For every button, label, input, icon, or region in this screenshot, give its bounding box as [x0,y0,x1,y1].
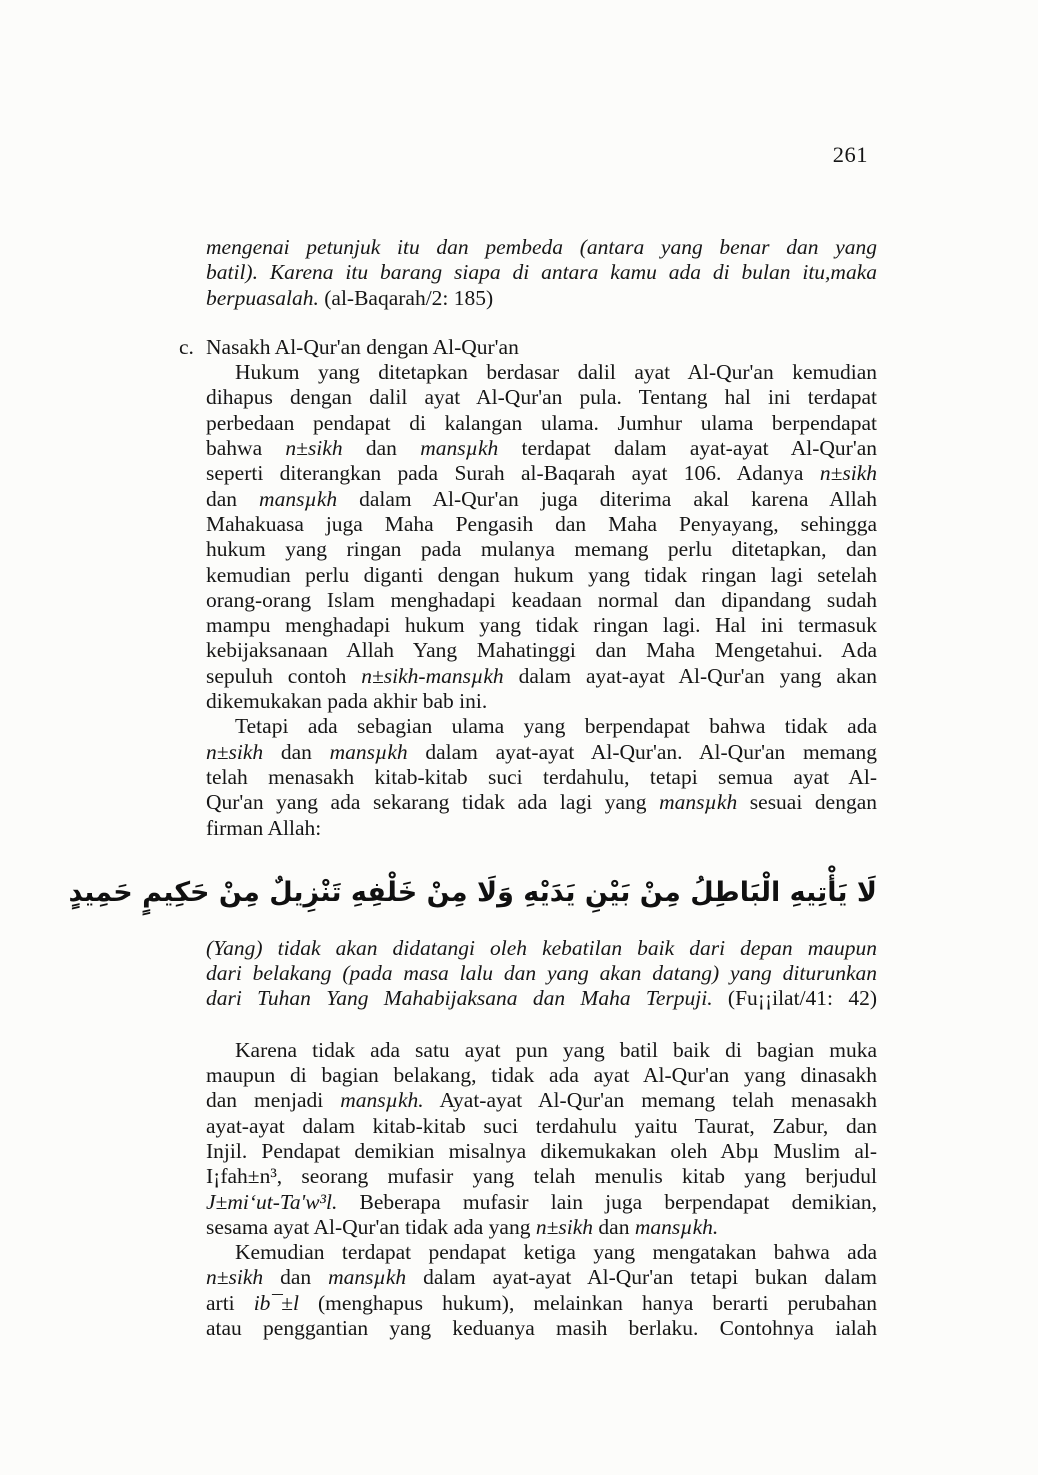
text-segment: Karena tidak ada satu ayat pun yang batil baik di bagian muka [235,1037,877,1062]
text-segment: Tetapi ada sebagian ulama yang berpendapat bahwa tidak ada [235,714,877,739]
text-line [206,461,877,486]
paragraph-3 [206,1038,877,1240]
text-segment: (menghapus hukum), melainkan hanya berarti perubahan [298,1290,877,1315]
text-line [206,385,877,410]
text-segment: dan [263,739,330,764]
transliterated-term: batil). Karena itu barang siapa di antara kamu ada di bulan itu,maka [206,260,877,285]
heading-label: c. [179,334,194,359]
text-segment: maupun di bagian belakang, tidak ada ayat Al-Qur'an yang dinasakh [206,1063,877,1088]
text-segment: (Fu¡¡ilat/41: 42) [712,986,877,1011]
section-heading [179,334,877,360]
text-line [206,563,877,588]
text-segment: sesuai dengan [737,790,877,815]
transliterated-term: berpuasalah. [206,285,319,310]
verse-translation [206,936,877,1012]
text-line [206,1291,877,1316]
text-line [206,1240,877,1265]
text-line [206,986,877,1011]
transliterated-term: n±sikh [206,739,264,764]
text-segment: Ayat-ayat Al-Qur'an memang telah menasakh [423,1088,877,1113]
page-content [68,235,878,1341]
text-segment: dan [263,1265,329,1290]
paragraph-4 [206,1240,877,1341]
transliterated-term: n±sikh [819,461,877,486]
transliterated-term: mansµkh [329,739,408,764]
text-line [206,1164,877,1189]
text-segment: dan [593,1214,635,1239]
text-line [206,235,877,260]
text-segment: dan [342,436,421,461]
text-line [206,411,877,436]
text-line [206,1063,877,1088]
text-segment: Injil. Pendapat demikian misalnya dikemukakan oleh Abµ Muslim al- [206,1138,877,1163]
text-segment: sepuluh contoh [206,663,362,688]
text-segment: firman Allah: [206,815,322,840]
text-segment: Mahakuasa juga Maha Pengasih dan Maha Penyayang, sehingga [206,511,877,536]
transliterated-term: mansµkh. [634,1214,719,1239]
text-line [206,790,877,815]
transliterated-term: (Yang) tidak akan didatangi oleh kebatilan baik dari depan maupun [206,935,877,960]
text-segment: seperti diterangkan pada Surah al-Baqarah ayat 106. Adanya [206,461,820,486]
text-line [206,816,877,841]
text-segment: kebijaksanaan Allah Yang Mahatinggi dan Maha Mengetahui. Ada [206,638,877,663]
transliterated-term: dari belakang (pada masa lalu dan yang akan datang) yang diturunkan [206,961,877,986]
text-line [206,664,877,689]
text-segment: perbedaan pendapat di kalangan ulama. Jumhur ulama berpendapat [206,410,877,435]
transliterated-term: n±sikh [535,1214,594,1239]
transliterated-term: n±sikh [206,1265,264,1290]
text-segment: Hukum yang ditetapkan berdasar dalil ayat Al-Qur'an kemudian [235,360,877,385]
text-line [206,1265,877,1290]
heading-text: Nasakh Al-Qur'an dengan Al-Qur'an [206,334,519,359]
paragraph-2 [206,714,877,840]
text-line [206,487,877,512]
transliterated-term: mansµkh [328,1265,407,1290]
text-segment: dan menjadi [206,1088,341,1113]
text-segment: mampu menghadapi hukum yang tidak ringan lagi. Hal ini termasuk [206,613,877,638]
text-line [206,1114,877,1139]
text-segment: dalam ayat-ayat Al-Qur'an. Al-Qur'an memang [407,739,877,764]
text-segment: (al-Baqarah/2: 185) [318,285,494,310]
text-line [206,961,877,986]
text-segment: dalam ayat-ayat Al-Qur'an tetapi bukan dalam [406,1265,878,1290]
text-line [206,260,877,285]
transliterated-term: mansµkh [420,436,499,461]
text-line [206,588,877,613]
text-segment: bahwa [206,436,286,461]
text-line [206,638,877,663]
transliterated-term: mansµkh [659,790,738,815]
text-line [206,1139,877,1164]
text-segment: dihapus dengan dalil ayat Al-Qur'an pula. Tentang hal ini terdapat [206,385,877,410]
transliterated-term: mengenai petunjuk itu dan pembeda (antara yang benar dan yang [206,235,877,259]
text-segment: dan [206,486,260,511]
text-segment: Qur'an yang ada sekarang tidak ada lagi yang [206,790,660,815]
text-segment: sesama ayat Al-Qur'an tidak ada yang [206,1214,536,1239]
text-line [206,765,877,790]
text-segment: dikemukakan pada akhir bab ini. [206,689,488,714]
transliterated-term: ib¯±l [253,1290,299,1315]
text-segment: dalam ayat-ayat Al-Qur'an yang akan [503,663,877,688]
text-segment: telah menasakh kitab-kitab suci terdahulu, tetapi semua ayat Al- [206,764,877,789]
text-segment: atau penggantian yang keduanya masih berlaku. Contohnya ialah [206,1315,877,1340]
text-line [206,1038,877,1063]
text-line [206,714,877,739]
text-line [206,1215,877,1240]
text-line [206,936,877,961]
text-line [206,360,877,385]
text-line [206,1316,877,1341]
text-line [206,1088,877,1113]
quran-quote-albaqarah [206,235,877,311]
text-line [206,740,877,765]
text-line [206,613,877,638]
text-line [206,689,877,714]
text-line [206,1190,877,1215]
transliterated-term: mansµkh. [340,1088,424,1113]
transliterated-term: dari Tuhan Yang Mahabijaksana dan Maha Terpuji. [206,986,713,1011]
text-line [206,537,877,562]
text-segment: I¡fah±n³, seorang mufasir yang telah menulis kitab yang berjudul [206,1164,877,1189]
paragraph-1 [206,360,877,714]
transliterated-term: mansµkh [259,486,338,511]
page-number: 261 [832,142,868,167]
text-segment: hukum yang ringan pada mulanya memang perlu ditetapkan, dan [206,537,877,562]
text-segment: dalam Al-Qur'an juga diterima akal karena Allah [337,486,877,511]
transliterated-term: n±sikh-mansµkh [361,663,504,688]
text-segment: ayat-ayat dalam kitab-kitab suci terdahulu yaitu Taurat, Zabur, dan [206,1113,877,1138]
text-segment: orang-orang Islam menghadapi keadaan normal dan dipandang sudah [206,587,877,612]
transliterated-term: J±mi‘ut-Ta'w³l. [206,1189,338,1214]
text-segment: Kemudian terdapat pendapat ketiga yang mengatakan bahwa ada [235,1240,877,1265]
text-line [206,286,877,311]
arabic-verse: لَا يَأْتِيهِ الْبَاطِلُ مِنْ بَيْنِ يَدَيْهِ وَلَا مِنْ خَلْفِهِ تَنْزِيلٌ مِنْ حَكِيمٍ حَمِيدٍ [68,876,877,908]
transliterated-term: n±sikh [285,436,343,461]
text-segment: Beberapa mufasir lain juga berpendapat demikian, [337,1189,877,1214]
text-line [206,512,877,537]
text-segment: kemudian perlu diganti dengan hukum yang tidak ringan lagi setelah [206,562,877,587]
text-line [206,436,877,461]
text-segment: arti [206,1290,254,1315]
text-segment: terdapat dalam ayat-ayat Al-Qur'an [498,436,877,461]
